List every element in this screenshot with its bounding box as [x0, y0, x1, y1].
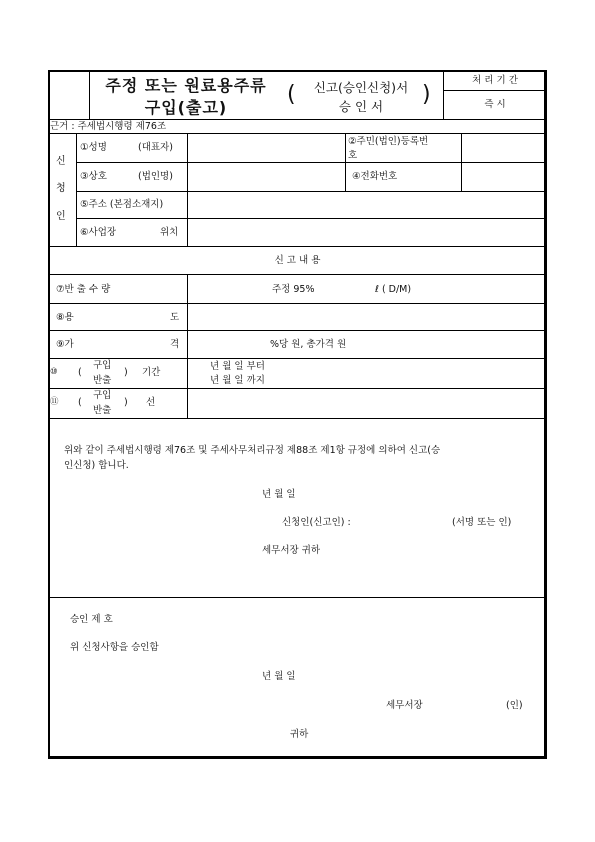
- declaration-line1: 위와 같이 주세법시행령 제76조 및 주세사무처리규정 제88조 제1항 규정에 의하여 신고(승: [64, 445, 441, 456]
- use-label-2: 도: [170, 312, 180, 323]
- paren-open: (: [287, 82, 296, 107]
- applicant-sign-label: 신청인(신고인) :: [282, 517, 351, 528]
- site-field[interactable]: [188, 219, 546, 246]
- processing-period-value: 즉 시: [484, 99, 506, 110]
- rule-price-bottom: [48, 358, 547, 359]
- approval-text: 위 신청사항을 승인함: [70, 642, 159, 653]
- price-label: ⑨가: [56, 339, 74, 350]
- trade-field[interactable]: [188, 163, 345, 191]
- period-num: ⑩: [50, 367, 58, 377]
- section-title: 신 고 내 용: [274, 255, 321, 266]
- legal-basis: 근거 : 주세법시행령 제76조: [50, 121, 167, 132]
- name-sub-label: (대표자): [138, 142, 173, 153]
- approval-addressee: 귀하: [290, 729, 309, 740]
- sign-or-seal: (서명 또는 인): [452, 517, 512, 528]
- rule-side-col: [76, 133, 77, 246]
- form-title-line2: 구입(출고): [144, 98, 228, 117]
- declaration-addressee: 세무서장 귀하: [262, 545, 321, 556]
- site-label: ⑥사업장: [80, 227, 117, 238]
- period-open-paren: (: [78, 367, 82, 378]
- dest-purchase: 구입: [93, 390, 112, 401]
- rule-header-bottom: [48, 119, 547, 120]
- regno-label-2: 호: [348, 150, 358, 161]
- applicant-side-3: 인: [56, 211, 66, 222]
- approval-number: 승인 제 호: [70, 614, 113, 625]
- period-from: 년 월 일 부터: [210, 361, 265, 372]
- dest-close-paren: ): [124, 397, 128, 408]
- form-type-line2: 승 인 서: [338, 99, 384, 114]
- period-close-paren: ): [124, 367, 128, 378]
- dest-field[interactable]: [188, 389, 546, 418]
- rule-header-left: [89, 70, 90, 119]
- approval-seal: (인): [506, 700, 523, 711]
- rule-dest-bottom: [48, 418, 547, 419]
- name-label: ①성명: [80, 142, 107, 153]
- applicant-side-1: 신: [56, 156, 66, 167]
- processing-period-label: 처 리 기 간: [472, 75, 518, 86]
- paren-close: ): [422, 82, 431, 107]
- regno-field[interactable]: [462, 134, 546, 162]
- name-field[interactable]: [188, 134, 345, 162]
- rule-use-bottom: [48, 330, 547, 331]
- phone-field[interactable]: [462, 163, 546, 191]
- price-label-2: 격: [170, 339, 180, 350]
- period-label: 기간: [142, 367, 161, 378]
- form-title-line1: 주정 또는 원료용주류: [105, 76, 267, 95]
- rule-proc-mid: [443, 90, 547, 91]
- rule-declaration-bottom: [48, 597, 547, 598]
- dest-open-paren: (: [78, 397, 82, 408]
- phone-label: ④전화번호: [352, 171, 398, 182]
- site-sub-label: 위치: [160, 227, 179, 238]
- approval-chief: 세무서장: [386, 700, 423, 711]
- rule-app-bottom: [48, 246, 547, 247]
- rule-app-mid-col: [345, 133, 346, 191]
- approval-date: 년 월 일: [262, 671, 296, 682]
- qty-label: ⑦반 출 수 량: [56, 284, 111, 295]
- qty-unit: ℓ ( D/M): [375, 284, 412, 295]
- declaration-date: 년 월 일: [262, 489, 296, 500]
- trade-sub-label: (법인명): [138, 171, 173, 182]
- rule-section-bottom: [48, 274, 547, 275]
- use-field[interactable]: [188, 304, 546, 330]
- dest-release: 반출: [93, 405, 112, 416]
- dest-num: ⑪: [50, 397, 59, 407]
- declaration-line2: 인신청) 합니다.: [64, 460, 129, 471]
- qty-value: 주정 95%: [272, 284, 315, 295]
- period-purchase: 구입: [93, 360, 112, 371]
- regno-label: ②주민(법인)등록번: [348, 136, 429, 147]
- form-type-line1: 신고(승인신청)서: [313, 80, 409, 95]
- period-release: 반출: [93, 375, 112, 386]
- dest-label: 선: [146, 397, 156, 408]
- period-to: 년 월 일 까지: [210, 375, 265, 386]
- applicant-side-2: 청: [56, 183, 66, 194]
- price-value: %당 원, 총가격 원: [270, 339, 347, 350]
- trade-label: ③상호: [80, 171, 107, 182]
- address-label: ⑤주소 (본점소재지): [80, 199, 164, 210]
- address-field[interactable]: [188, 192, 546, 218]
- use-label: ⑧용: [56, 312, 74, 323]
